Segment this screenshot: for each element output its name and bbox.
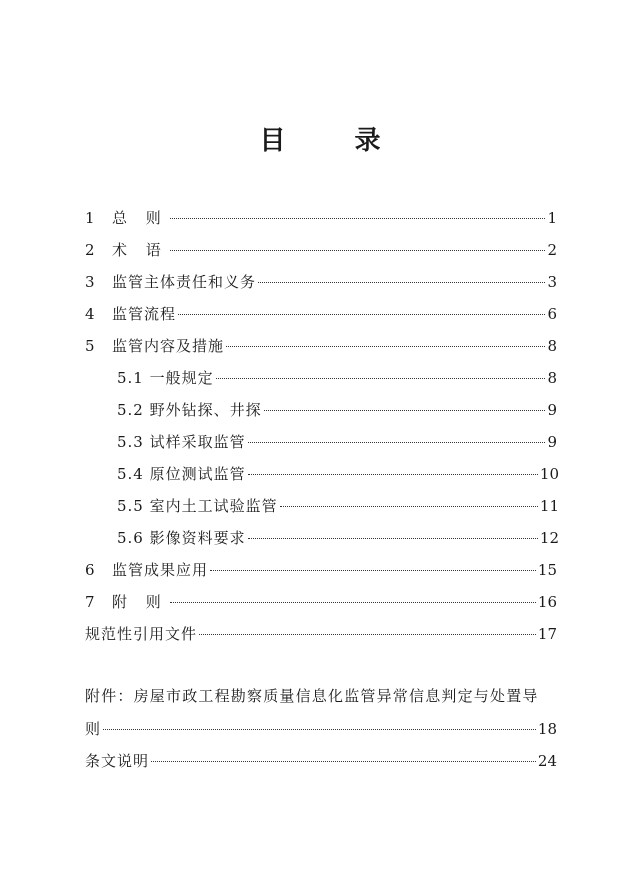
dot-leader	[248, 538, 538, 539]
toc-label: 规范性引用文件	[85, 625, 198, 643]
toc-label: 5.5 室内土工试验监管	[117, 497, 278, 515]
dot-leader	[170, 218, 546, 219]
toc-annex-title[interactable]: 附件：房屋市政工程勘察质量信息化监管异常信息判定与处置导	[85, 687, 539, 705]
toc-label: 条文说明	[85, 752, 150, 770]
toc-label: 术 语	[112, 241, 168, 259]
toc-number: 4	[85, 305, 95, 323]
dot-leader	[170, 602, 536, 603]
dot-leader	[151, 761, 536, 762]
toc-entry-5-3[interactable]	[117, 429, 557, 455]
toc-number: 5	[85, 337, 95, 355]
toc-entry-6[interactable]	[85, 557, 557, 583]
toc-label: 5.4 原位测试监管	[117, 465, 246, 483]
toc-entry-explanation[interactable]	[85, 748, 557, 774]
dot-leader	[280, 506, 538, 507]
toc-label: 总 则	[112, 209, 168, 227]
dot-leader	[226, 346, 545, 347]
toc-page-number: 6	[547, 305, 557, 323]
toc-label: 监管主体责任和义务	[112, 273, 257, 291]
toc-label: 监管内容及措施	[112, 337, 225, 355]
toc-label: 5.1 一般规定	[117, 369, 214, 387]
toc-page-number: 8	[547, 337, 557, 355]
toc-entry-5-2[interactable]	[117, 397, 557, 423]
toc-page-number: 2	[547, 241, 557, 259]
toc-page-number: 1	[547, 209, 557, 227]
toc-entry-1[interactable]	[85, 205, 557, 231]
toc-label: 5.6 影像资料要求	[117, 529, 246, 547]
toc-page-number: 9	[547, 433, 557, 451]
toc-page-number: 9	[547, 401, 557, 419]
toc-label: 监管流程	[112, 305, 177, 323]
toc-number: 2	[85, 241, 95, 259]
toc-number: 6	[85, 561, 95, 579]
toc-page-number: 16	[537, 593, 557, 611]
toc-label: 监管成果应用	[112, 561, 209, 579]
dot-leader	[199, 634, 536, 635]
dot-leader	[248, 474, 538, 475]
dot-leader	[258, 282, 545, 283]
toc-entry-5-1[interactable]	[117, 365, 557, 391]
toc-page-number: 18	[537, 720, 557, 738]
toc-page-number: 10	[539, 465, 559, 483]
toc-page-number: 11	[539, 497, 559, 515]
dot-leader	[178, 314, 545, 315]
toc-label: 5.3 试样采取监管	[117, 433, 246, 451]
toc-page-number: 24	[537, 752, 557, 770]
toc-page-number: 8	[547, 369, 557, 387]
toc-entry-2[interactable]	[85, 237, 557, 263]
toc-entry-4[interactable]	[85, 301, 557, 327]
dot-leader	[248, 442, 546, 443]
toc-entry-5[interactable]	[85, 333, 557, 359]
toc-entry-5-6[interactable]	[117, 525, 559, 551]
toc-entry-5-5[interactable]	[117, 493, 559, 519]
toc-label: 附 则	[112, 593, 168, 611]
toc-entry-3[interactable]	[85, 269, 557, 295]
toc-label: 5.2 野外钻探、井探	[117, 401, 262, 419]
toc-page-number: 17	[537, 625, 557, 643]
dot-leader	[264, 410, 546, 411]
toc-number: 1	[85, 209, 95, 227]
page-title: 目 录	[259, 126, 411, 156]
toc-page-number: 3	[547, 273, 557, 291]
toc-entry-5-4[interactable]	[117, 461, 559, 487]
toc-page-number: 12	[539, 529, 559, 547]
dot-leader	[216, 378, 546, 379]
toc-number: 3	[85, 273, 95, 291]
toc-page-number: 15	[537, 561, 557, 579]
toc-label: 则	[85, 720, 102, 738]
toc-entry-annex[interactable]	[85, 716, 557, 742]
dot-leader	[103, 729, 536, 730]
dot-leader	[170, 250, 546, 251]
toc-entry-7[interactable]	[85, 589, 557, 615]
toc-number: 7	[85, 593, 95, 611]
dot-leader	[210, 570, 536, 571]
toc-entry-normative-references[interactable]	[85, 621, 557, 647]
